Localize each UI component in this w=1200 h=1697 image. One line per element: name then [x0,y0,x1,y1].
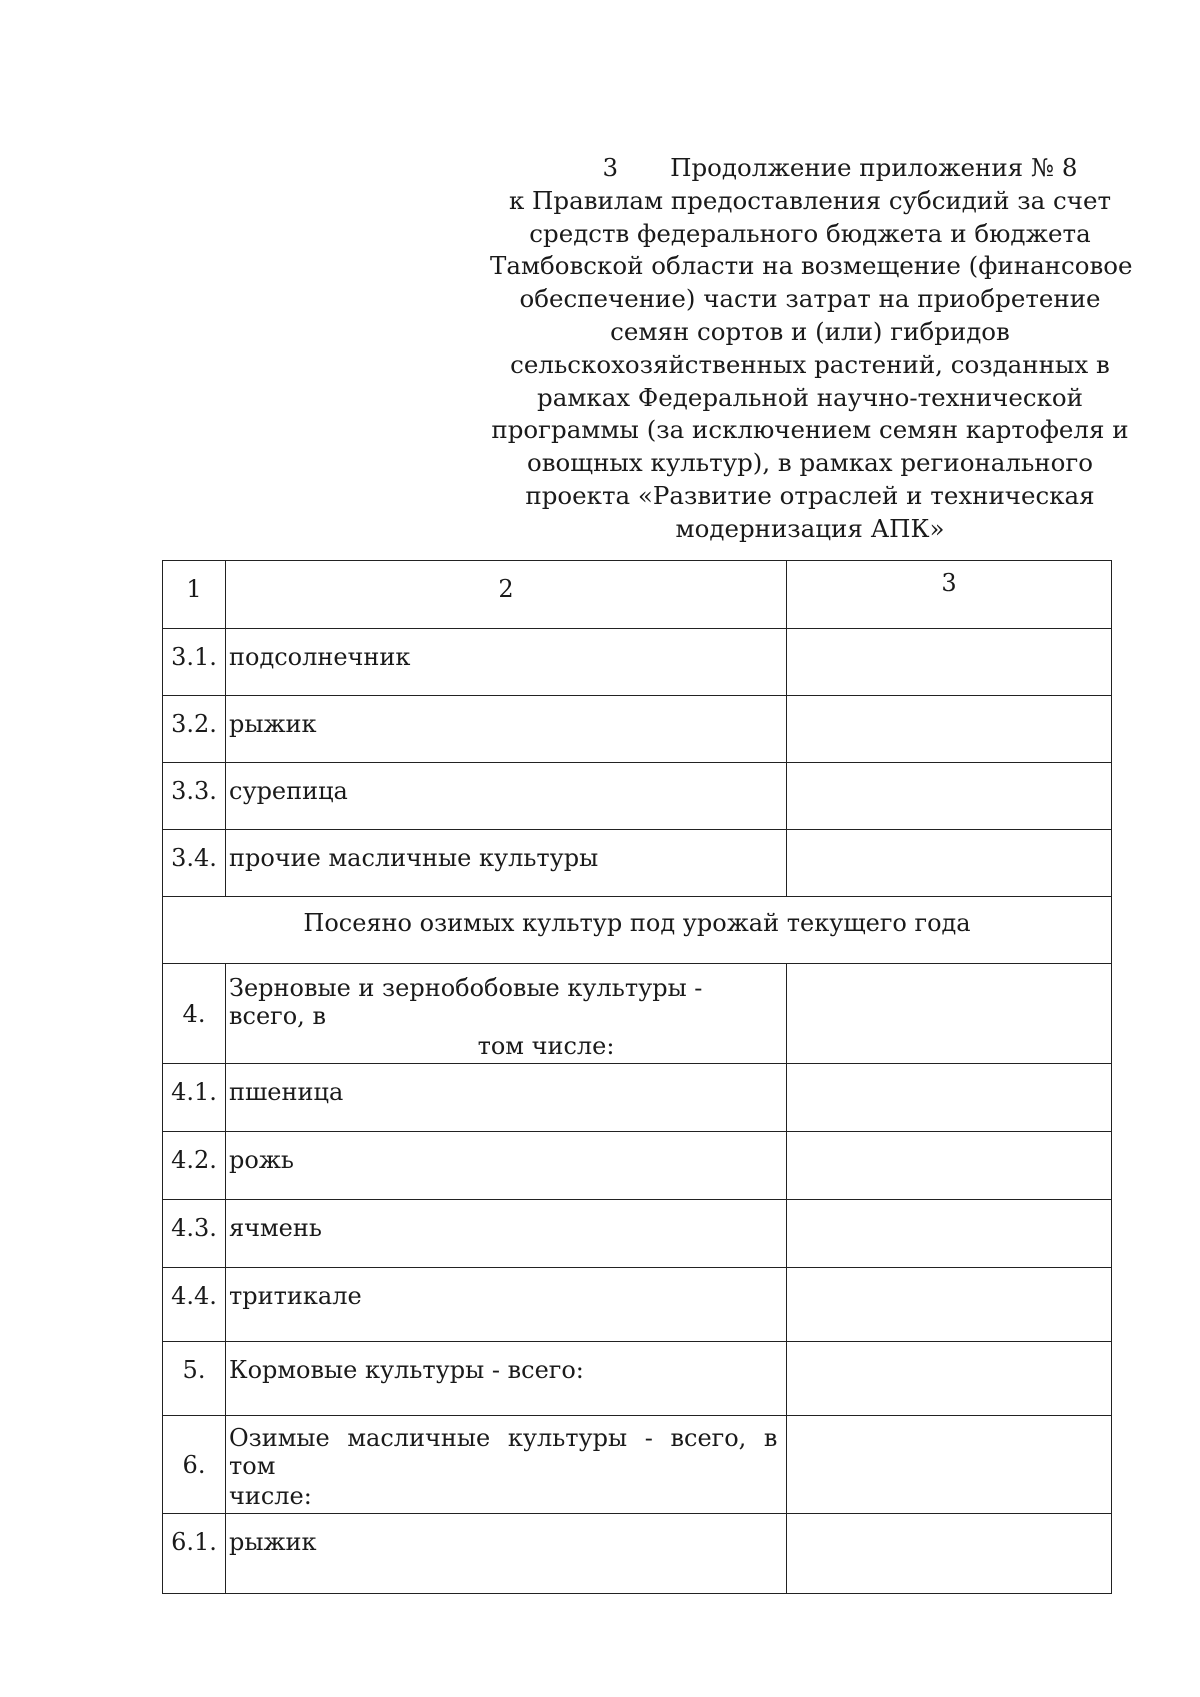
row-name: рыжик [226,1514,787,1594]
row-value-cell[interactable] [787,629,1112,696]
row-name: сурепица [226,763,787,830]
row-number: 5. [163,1342,226,1416]
row-value-cell[interactable] [787,1132,1112,1200]
row-number: 4.1. [163,1064,226,1132]
row-number: 6. [163,1416,226,1514]
row-value-cell[interactable] [787,763,1112,830]
header-line-9: программы (за исключением семян картофеля и [491,415,1129,445]
row-value-cell[interactable] [787,1342,1112,1416]
header-line-10: овощных культур), в рамках регионального [527,448,1093,478]
section-title: Посеяно озимых культур под урожай текущего года [303,909,971,937]
row-value-cell[interactable] [787,1064,1112,1132]
table-header-row [163,561,1112,629]
table-row [163,696,1112,763]
row-name: подсолнечник [226,629,787,696]
header-line-11: проекта «Развитие отраслей и техническая [525,480,1095,510]
table-row [163,1268,1112,1342]
row-number: 3.3. [163,763,226,830]
row-value-cell[interactable] [787,830,1112,897]
crops-table [162,560,1112,1594]
row-name: рожь [226,1132,787,1200]
header-line-12: модернизация АПК» [675,513,945,543]
header-line-4: Тамбовской области на возмещение (финансовое [490,251,1133,281]
row-value-cell[interactable] [787,1200,1112,1268]
appendix-header [490,152,1133,546]
header-cell-1: 1 [163,561,226,629]
header-cell-3: 3 [787,561,1112,629]
row-number: 6.1. [163,1514,226,1594]
row-value-cell[interactable] [787,696,1112,763]
section-title-cell [163,897,1112,964]
row-number: 3.4. [163,830,226,897]
row-value-cell[interactable] [787,1514,1112,1594]
header-line-5: обеспечение) части затрат на приобретение [519,284,1101,314]
row-number: 4.4. [163,1268,226,1342]
row-value-cell[interactable] [787,964,1112,1064]
row-name: Зерновые и зернобобовые культуры - всего, в том числе: [226,964,787,1064]
header-line-7: сельскохозяйственных растений, созданных в [510,349,1110,379]
table-row [163,763,1112,830]
row-number: 4. [163,964,226,1064]
table-row [163,1416,1112,1514]
row-name: прочие масличные культуры [226,830,787,897]
row-number: 4.2. [163,1132,226,1200]
table-row [163,1514,1112,1594]
header-line-8: рамках Федеральной научно-технической [537,382,1083,412]
row-value-cell[interactable] [787,1268,1112,1342]
row-number: 3.1. [163,629,226,696]
header-line-3: средств федерального бюджета и бюджета [529,218,1091,248]
row-name: ячмень [226,1200,787,1268]
row-number: 4.3. [163,1200,226,1268]
section-row [163,897,1112,964]
table-row [163,1064,1112,1132]
row-name: рыжик [226,696,787,763]
row-name: Озимые масличные культуры - всего, в том числе: [226,1416,787,1514]
row-name: тритикале [226,1268,787,1342]
table-row [163,964,1112,1064]
page-number: 3 [602,153,619,182]
header-line-2: к Правилам предоставления субсидий за счет [508,185,1112,215]
row-name: Кормовые культуры - всего: [226,1342,787,1416]
header-line-1: 3 Продолжение приложения № 8 [602,153,1078,182]
table-row [163,1132,1112,1200]
header-cell-2: 2 [226,561,787,629]
table-row [163,830,1112,897]
row-value-cell[interactable] [787,1416,1112,1514]
header-line-6: семян сортов и (или) гибридов [610,316,1010,346]
table-row [163,629,1112,696]
row-number: 3.2. [163,696,226,763]
table-row [163,1200,1112,1268]
row-name: пшеница [226,1064,787,1132]
table-row [163,1342,1112,1416]
